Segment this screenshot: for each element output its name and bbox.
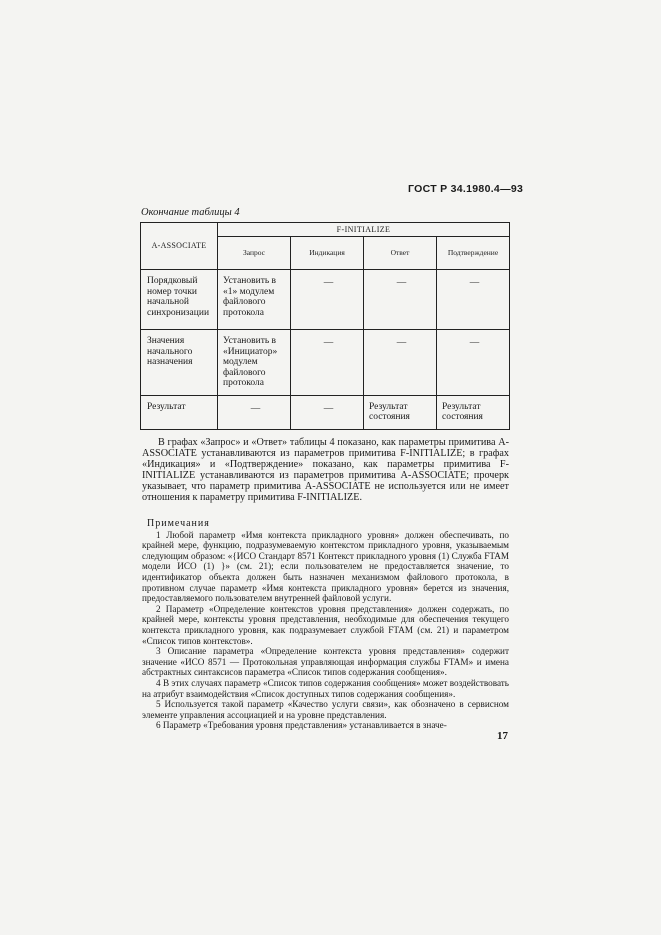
table-cell: —: [218, 395, 291, 429]
note-item: 4 В этих случаях параметр «Список типов содержания сообщения» может воздействовать на атрибут взаимодействия «Список доступных типов содержания сообщения».: [142, 677, 509, 699]
table-cell: Установить в «Инициатор» модулем файлового протокола: [218, 330, 291, 396]
table-cell: —: [291, 330, 364, 396]
parameter-table: [140, 222, 510, 430]
table-cell: —: [437, 330, 510, 396]
body-text: [142, 437, 509, 503]
table-row: [141, 395, 510, 429]
table-header-row: [141, 223, 510, 237]
note-item: 3 Описание параметра «Определение контекста уровня представления» содержит значение «ИСО 8571 — Протокольная управляющая информация службы FTAM» и имена абстрактных синтаксисов параметра «Список типов содержания сообщения».: [142, 646, 509, 678]
row-label: Значения начального назначения: [141, 330, 218, 396]
row-label: Результат: [141, 395, 218, 429]
document-header: ГОСТ Р 34.1980.4—93: [408, 183, 524, 195]
note-item: 5 Используется такой параметр «Качество услуги связи», как обозначено в сервисном элементе управления ассоциацией и на уровне представления.: [142, 699, 509, 720]
subheader-confirmation: Подтверждение: [437, 237, 510, 270]
table-cell: —: [364, 270, 437, 330]
notes-section: [142, 511, 509, 731]
table-caption: Окончание таблицы 4: [141, 207, 240, 218]
body-paragraph: В графах «Запрос» и «Ответ» таблицы 4 показано, как параметры примитива A-ASSOCIATE устанавливаются из параметров примитива F-INITIALIZE; в графах «Индикация» и «Подтверждение» показано, как параметры примитива F-INITIALIZE устанавливаются из параметров примитива A-ASSOCIATE; прочерк указывает, что параметр примитива A-ASSOCIATE не используется или не имеет отношения к параметру примитива F-INITIALIZE.: [142, 437, 509, 503]
table-cell: —: [437, 270, 510, 330]
table-cell: Результат состояния: [364, 395, 437, 429]
column-header-a-associate: A-ASSOCIATE: [141, 223, 218, 270]
table-cell: Результат состояния: [437, 395, 510, 429]
subheader-request: Запрос: [218, 237, 291, 270]
subheader-indication: Индикация: [291, 237, 364, 270]
table-row: [141, 270, 510, 330]
note-item: 2 Параметр «Определение контекстов уровня представления» должен содержать, по крайней мере, контексты уровня представления, необходимые для обеспечения текущего контекста прикладного уровня, как подразумевает службой FTAM (см. 21) и параметром «Список типов контекстов».: [142, 603, 509, 646]
note-item: 6 Параметр «Требования уровня представления» устанавливается в значе-: [156, 720, 447, 731]
table-cell: —: [364, 330, 437, 396]
row-label: Порядковый номер точки начальной синхронизации: [141, 270, 218, 330]
notes-title: Примечания: [147, 518, 210, 529]
table-cell: —: [291, 395, 364, 429]
column-header-f-initialize: F-INITIALIZE: [218, 223, 510, 237]
table-row: [141, 330, 510, 396]
note-item: 1 Любой параметр «Имя контекста прикладного уровня» должен обеспечивать, по крайней мере, функцию, подразумеваемую контекстом прикладного уровня, указываемым следующим образом: «{ИСО Стандарт 8571 Контекст прикладного уровня (1) Служба FTAM модели ИСО (1) }» (см. 21); если пользователем не предоставляется значение, то идентификатор объекта должен быть назначен механизмом файлового протокола, в противном случае параметр «Имя контекста прикладного уровня» берется из значения, предоставляемого пользователем внутренней файловой услуги.: [142, 529, 509, 604]
table-cell: Установить в «1» модулем файлового протокола: [218, 270, 291, 330]
table-cell: —: [291, 270, 364, 330]
page-number: 17: [497, 730, 508, 742]
subheader-response: Ответ: [364, 237, 437, 270]
